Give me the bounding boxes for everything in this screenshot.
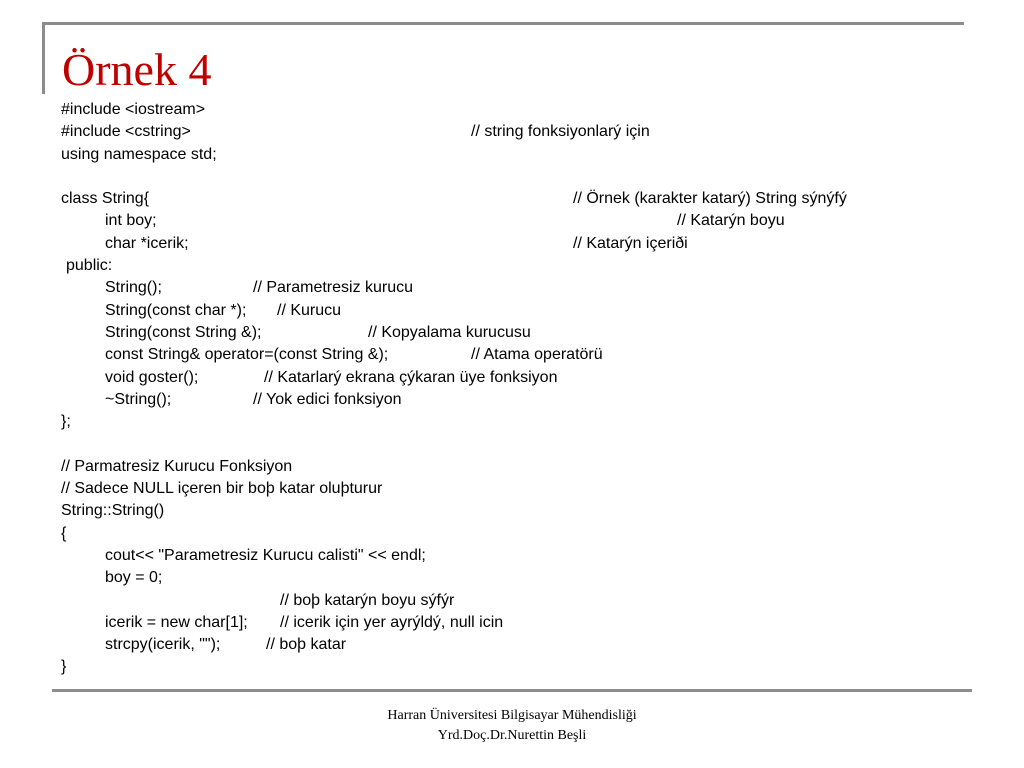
code-comment: // boþ katar: [266, 636, 347, 654]
code-line: [61, 235, 961, 257]
code-text: String(const String &);: [105, 323, 262, 341]
code-line: [61, 302, 961, 324]
code-text: public:: [66, 257, 113, 275]
code-text: const String& operator=(const String &);: [105, 346, 389, 364]
code-line: [61, 569, 961, 591]
code-line: [61, 458, 961, 480]
code-line: [61, 369, 961, 391]
frame-line-top: [42, 22, 964, 25]
code-line: [61, 346, 961, 368]
code-text: #include <cstring>: [61, 123, 191, 141]
code-text: using namespace std;: [61, 145, 217, 163]
code-text: cout<< "Parametresiz Kurucu calisti" << endl;: [105, 546, 426, 564]
code-line: [61, 480, 961, 502]
code-comment: // Örnek (karakter katarý) String sýnýfý: [573, 190, 847, 208]
code-comment: // Parametresiz kurucu: [253, 279, 414, 297]
code-text: };: [61, 413, 71, 431]
code-text: char *icerik;: [105, 234, 189, 252]
code-text: int boy;: [105, 212, 157, 230]
code-line: [61, 190, 961, 212]
code-line: [61, 592, 961, 614]
code-line: [61, 435, 961, 457]
code-text: class String{: [61, 190, 150, 208]
code-comment: // Yok edici fonksiyon: [253, 390, 402, 408]
footer-institution: Harran Üniversitesi Bilgisayar Mühendisliği: [387, 708, 637, 723]
code-block: [61, 101, 961, 681]
code-line: [61, 413, 961, 435]
footer: [0, 706, 1024, 746]
code-comment: // Kurucu: [277, 301, 342, 319]
code-text: }: [61, 658, 67, 676]
code-line: [61, 614, 961, 636]
code-comment: // Atama operatörü: [471, 346, 603, 364]
code-comment: // icerik için yer ayrýldý, null icin: [280, 613, 504, 631]
code-line: [61, 212, 961, 234]
code-text: ~String();: [105, 390, 172, 408]
code-line: [61, 101, 961, 123]
code-text: icerik = new char[1];: [105, 613, 248, 631]
code-comment: // Kopyalama kurucusu: [368, 323, 531, 341]
code-line: [61, 123, 961, 145]
code-comment: // Katarlarý ekrana çýkaran üye fonksiyon: [264, 368, 558, 386]
footer-author: Yrd.Doç.Dr.Nurettin Beşli: [437, 728, 587, 743]
code-text: String::String(): [61, 502, 165, 520]
code-text: String();: [105, 279, 162, 297]
code-text: #include <iostream>: [61, 101, 206, 118]
code-line: [61, 257, 961, 279]
code-text: // Sadece NULL içeren bir boþ katar oluþturur: [61, 480, 383, 498]
code-text: boy = 0;: [105, 569, 163, 587]
code-line: [61, 658, 961, 680]
code-line: [61, 547, 961, 569]
code-comment: // Katarýn boyu: [677, 212, 785, 230]
code-line: [61, 502, 961, 524]
code-line: [61, 168, 961, 190]
code-text: {: [61, 524, 67, 542]
code-line: [61, 391, 961, 413]
code-line: [61, 279, 961, 301]
code-comment: // string fonksiyonlarý için: [471, 123, 650, 141]
code-comment: // Katarýn içeriði: [573, 234, 688, 252]
code-line: [61, 146, 961, 168]
code-text: // Parmatresiz Kurucu Fonksiyon: [61, 457, 293, 475]
code-text: void goster();: [105, 368, 199, 386]
slide-title: Örnek 4: [62, 44, 212, 95]
code-line: [61, 324, 961, 346]
code-text: strcpy(icerik, "");: [105, 636, 221, 654]
code-line: [61, 525, 961, 547]
code-text: String(const char *);: [105, 301, 247, 319]
code-comment: // boþ katarýn boyu sýfýr: [280, 591, 455, 609]
code-line: [61, 636, 961, 658]
frame-line-vertical: [42, 22, 45, 94]
footer-rule: [52, 689, 972, 692]
